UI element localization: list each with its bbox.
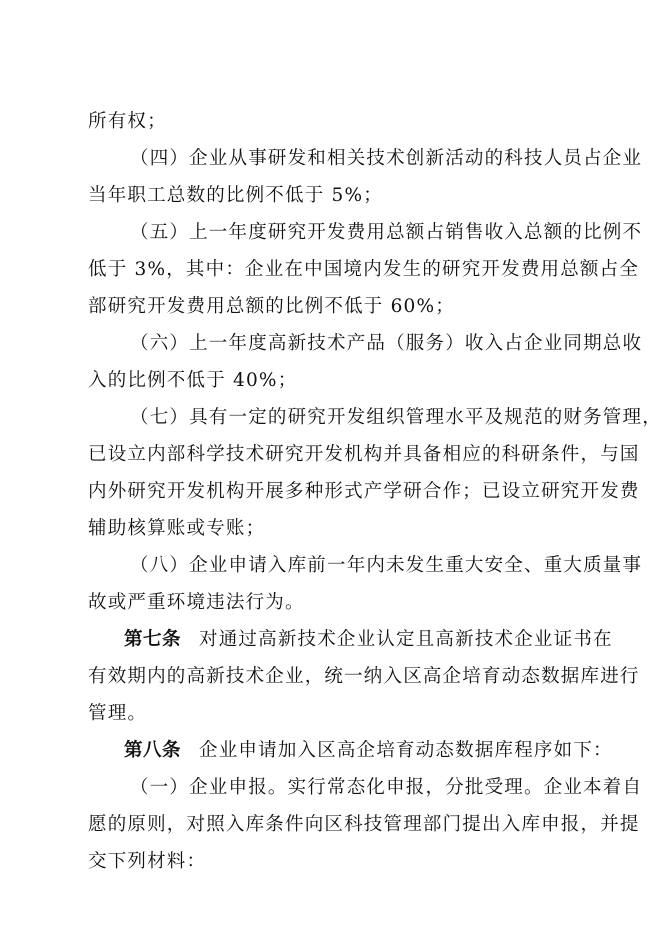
article-8-text: 企业申请加入区高企培育动态数据库程序如下： xyxy=(199,740,613,761)
text-line-10: 已设立内部科学技术研究开发机构并具备相应的科研条件，与国 xyxy=(88,444,640,465)
text-line-16: 有效期内的高新技术企业，统一纳入区高企培育动态数据库进行 xyxy=(88,666,640,687)
text-line-21: 交下列材料： xyxy=(88,851,207,872)
text-line-14: 故或严重环境违法行为。 xyxy=(88,592,305,613)
text-line-3: 当年职工总数的比例不低于 5%； xyxy=(88,185,383,206)
text-line-6: 部研究开发费用总额的比例不低于 60%； xyxy=(88,296,456,317)
text-line-20: 愿的原则，对照入库条件向区科技管理部门提出入库申报，并提 xyxy=(88,814,640,835)
text-line-1: 所有权； xyxy=(88,111,167,132)
article-7-label: 第七条 xyxy=(124,629,182,650)
text-line-13: （八）企业申请入库前一年内未发生重大安全、重大质量事 xyxy=(130,555,643,576)
text-line-4: （五）上一年度研究开发费用总额占销售收入总额的比例不 xyxy=(130,222,643,243)
text-line-2: （四）企业从事研发和相关技术创新活动的科技人员占企业 xyxy=(130,148,643,169)
article-8-line xyxy=(124,733,613,769)
article-7-line xyxy=(124,622,613,658)
article-7-text: 对通过高新技术企业认定且高新技术企业证书在 xyxy=(199,629,613,650)
text-line-17: 管理。 xyxy=(88,703,148,724)
text-line-12: 辅助核算账或专账； xyxy=(88,518,266,539)
article-8-label: 第八条 xyxy=(124,740,182,761)
text-line-8: 入的比例不低于 40%； xyxy=(88,370,298,391)
text-line-11: 内外研究开发机构开展多种形式产学研合作；已设立研究开发费 xyxy=(88,481,640,502)
text-line-19: （一）企业申报。实行常态化申报，分批受理。企业本着自 xyxy=(130,777,643,798)
text-line-9: （七）具有一定的研究开发组织管理水平及规范的财务管理， xyxy=(130,407,662,428)
text-line-5: 低于 3%，其中：企业在中国境内发生的研究开发费用总额占全 xyxy=(88,259,640,280)
text-line-7: （六）上一年度高新技术产品（服务）收入占企业同期总收 xyxy=(130,333,643,354)
